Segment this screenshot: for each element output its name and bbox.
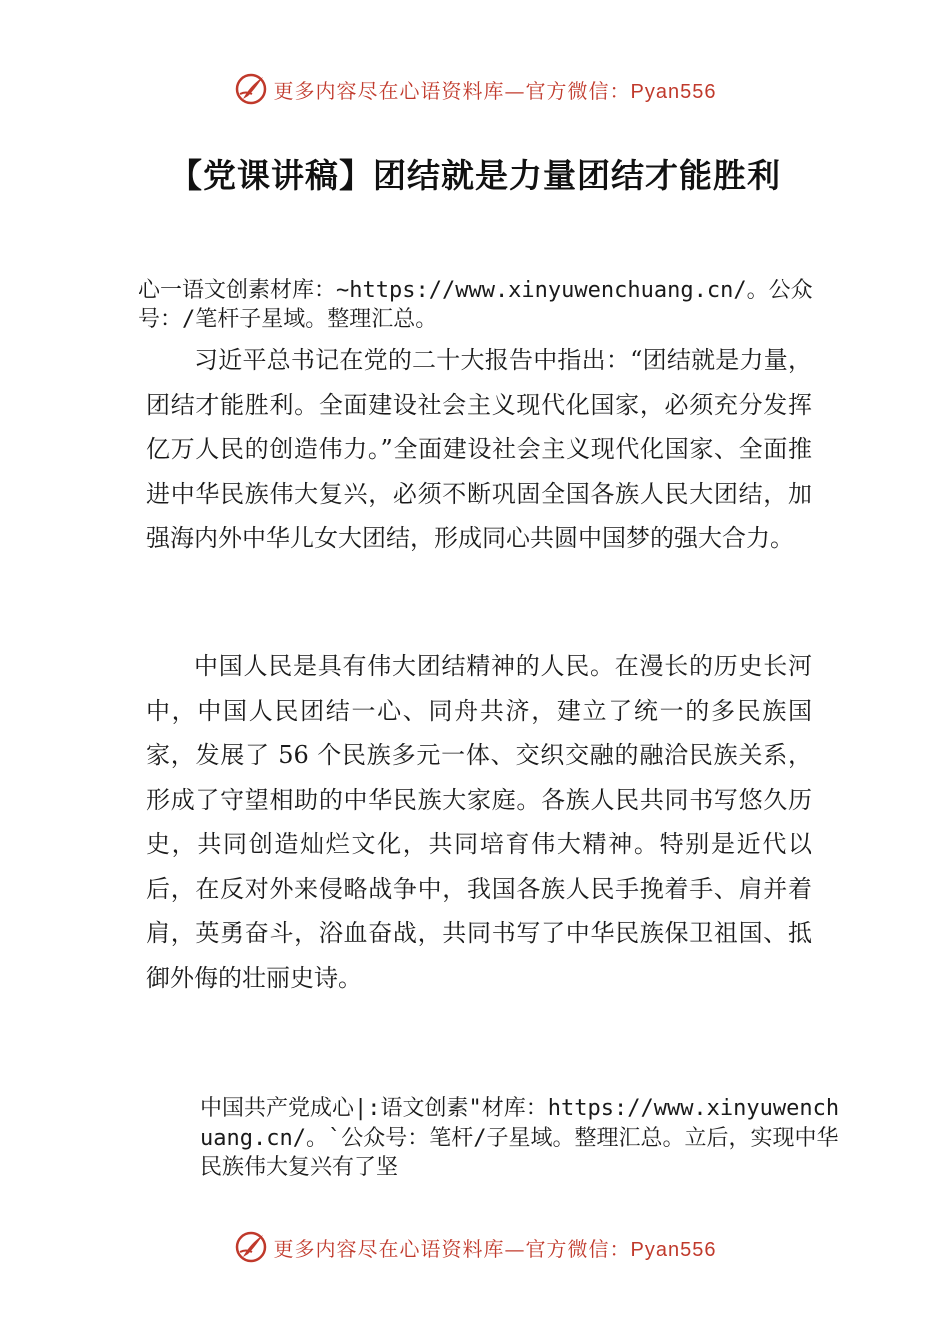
source-note-bottom: 中国共产党成心|:语文创素"材库：https://www.xinyuwenchuang.cn/。`公众号：笔杆/子星域。整理汇总。立后，实现中华民族伟大复兴有了坚 bbox=[200, 1096, 840, 1180]
header-banner bbox=[0, 72, 950, 106]
page-title: 【党课讲稿】团结就是力量团结才能胜利 bbox=[169, 156, 781, 195]
feather-quill-logo-icon bbox=[234, 1230, 268, 1264]
source-note-top: 心一语文创素材库：~https://www.xinyuwenchuang.cn/。公众号：/笔杆子星域。整理汇总。 bbox=[138, 278, 813, 332]
banner-text: 更多内容尽在心语资料库—官方微信：Pyan556 bbox=[273, 1236, 717, 1261]
wechat-id: Pyan556 bbox=[630, 80, 717, 103]
feather-quill-logo-icon bbox=[234, 72, 268, 106]
footer-banner bbox=[0, 1230, 950, 1264]
paragraph-1: 习近平总书记在党的二十大报告中指出：“团结就是力量，团结才能胜利。全面建设社会主义现代化国家，必须充分发挥亿万人民的创造伟力。”全面建设社会主义现代化国家、全面推进中华民族伟大复兴，必须不断巩固全国各族人民大团结，加强海内外中华儿女大团结，形成同心共圆中国梦的强大合力。 bbox=[146, 346, 812, 552]
paragraph-2: 中国人民是具有伟大团结精神的人民。在漫长的历史长河中，中国人民团结一心、同舟共济，建立了统一的多民族国家，发展了 56 个民族多元一体、交织交融的融洽民族关系，形成了守望相助的中华民族大家庭。各族人民共同书写悠久历史，共同创造灿烂文化，共同培育伟大精神。特别是近代以后，在反对外来侵略战争中，我国各族人民手挽着手、肩并着肩，英勇奋斗，浴血奋战，共同书写了中华民族保卫祖国、抵御外侮的壮丽史诗。 bbox=[146, 652, 812, 992]
banner-text: 更多内容尽在心语资料库—官方微信：Pyan556 bbox=[273, 78, 717, 103]
wechat-id: Pyan556 bbox=[630, 1238, 717, 1261]
